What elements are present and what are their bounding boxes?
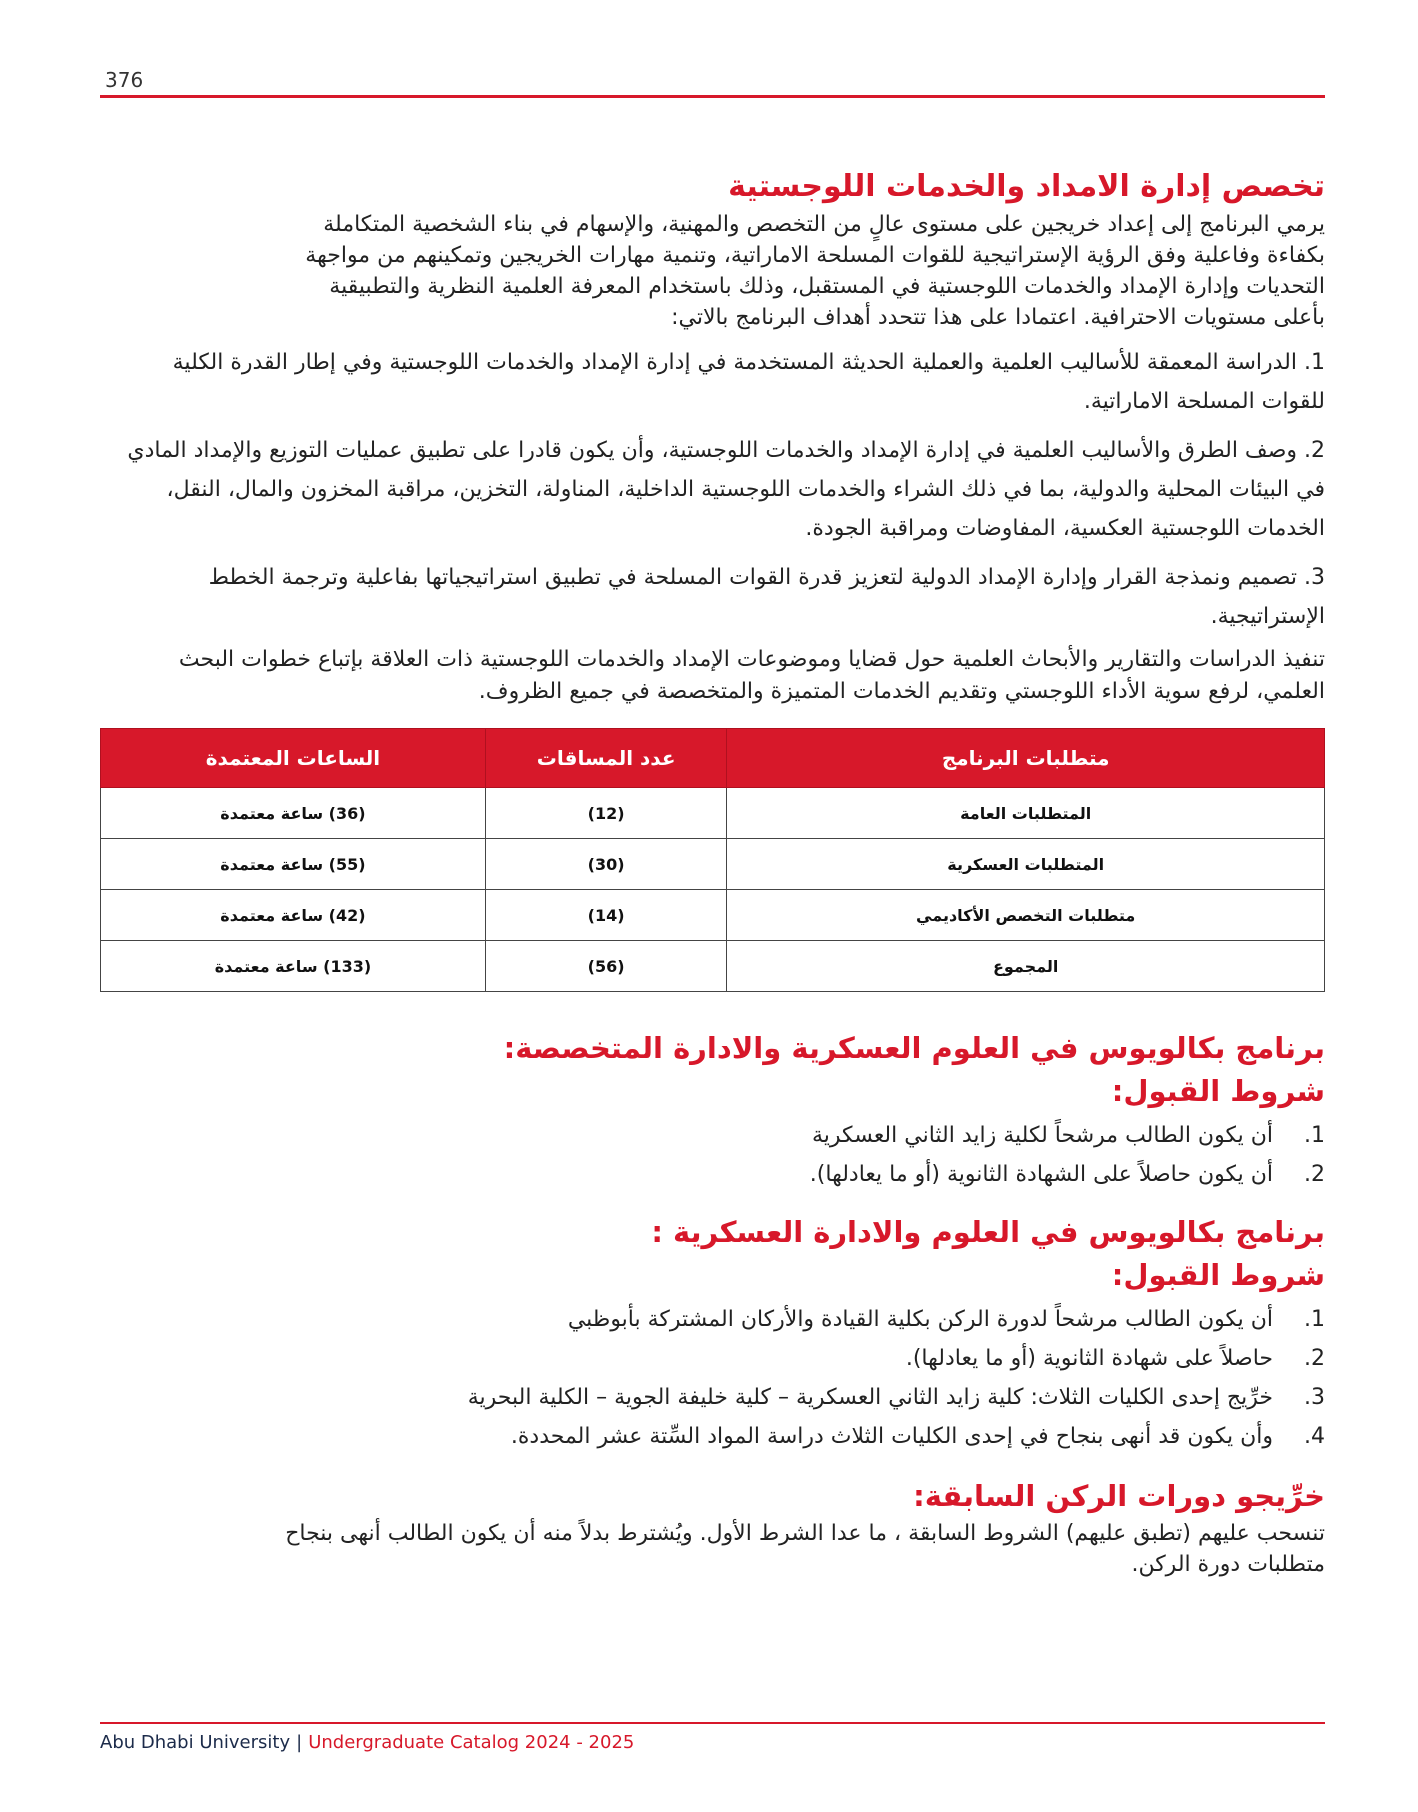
page-content [120,165,1325,1580]
list-item [120,1300,1325,1339]
goal-text: تصميم ونمذجة القرار وإدارة الإمداد الدولية لتعزيز قدرة القوات المسلحة في تطبيق استراتيجياتها بفاعلية وترجمة الخطط الإستراتيجية. [208,565,1325,629]
table-row [101,941,1325,992]
admission-list [120,1300,1325,1456]
cell-requirement: المجموع [727,941,1325,992]
admission-list [120,1116,1325,1194]
goal-number: 3. [1304,565,1325,590]
table-header-row [101,729,1325,788]
program-requirements-table [100,728,1325,992]
item-text: حاصلاً على شهادة الثانوية (أو ما يعادلها). [905,1346,1273,1371]
section-title-military: برنامج بكالويوس في العلوم والادارة العسكرية : [651,1215,1325,1249]
table-row [101,788,1325,839]
goal-item [120,431,1325,548]
goal-text: الدراسة المعمقة للأساليب العلمية والعملية الحديثة المستخدمة في إدارة الإمداد والخدمات اللوجستية وفي إطار القدرة الكلية للقوات المسلحة الاماراتية. [172,350,1325,414]
footer-university: Abu Dhabi University [100,1732,291,1753]
intro-line: التحديات وإدارة الإمداد والخدمات اللوجستية في المستقبل، وذلك باستخدام المعرفة العلمية النظرية والتطبيقية [329,274,1325,299]
cell-requirement: المتطلبات العسكرية [727,839,1325,890]
item-text: أن يكون الطالب مرشحاً لكلية زايد الثاني العسكرية [811,1123,1273,1148]
intro-line: بكفاءة وفاعلية وفق الرؤية الإستراتيجية للقوات المسلحة الاماراتية، وتنمية مهارات الخريجين وتمكينهم من مواجهة [305,243,1325,268]
cell-hours: (42) ساعة معتمدة [101,890,486,941]
cell-hours: (133) ساعة معتمدة [101,941,486,992]
cell-courses: (56) [485,941,727,992]
section-title-specialized: برنامج بكالويوس في العلوم العسكرية والادارة المتخصصة: [503,1031,1325,1065]
item-number: 1. [1304,1123,1325,1148]
item-text: أن يكون الطالب مرشحاً لدورة الركن بكلية القيادة والأركان المشتركة بأبوظبي [567,1307,1273,1332]
list-item [120,1378,1325,1417]
cell-courses: (30) [485,839,727,890]
item-number: 3. [1304,1385,1325,1410]
research-paragraph: تنفيذ الدراسات والتقارير والأبحاث العلمية حول قضايا وموضوعات الإمداد والخدمات اللوجستية ذات العلاقة بإتباع خطوات البحث العلمي، لرفع سوية الأداء اللوجستي وتقديم الخدمات المتميزة والمتخصصة في جميع الظروف. [178,647,1325,704]
goal-item [120,558,1325,636]
closing-line: تنسحب عليهم (تطبق عليهم) الشروط السابقة ، ما عدا الشرط الأول. ويُشترط بدلاً منه أن يكون الطالب أنهى بنجاح [285,1521,1325,1546]
section-title-previous-graduates: خرِّيجو دورات الركن السابقة: [913,1479,1325,1513]
cell-requirement: المتطلبات العامة [727,788,1325,839]
footer-separator: | [296,1732,303,1753]
cell-courses: (14) [485,890,727,941]
intro-line: بأعلى مستويات الاحترافية. اعتمادا على هذا تتحدد أهداف البرنامج بالاتي: [671,305,1325,330]
footer-catalog: Undergraduate Catalog 2024 - 2025 [308,1732,635,1753]
item-text: أن يكون حاصلاً على الشهادة الثانوية (أو ما يعادلها). [809,1162,1273,1187]
intro-paragraph [120,209,1325,333]
goal-item [120,343,1325,421]
cell-requirement: متطلبات التخصص الأكاديمي [727,890,1325,941]
header-requirements: متطلبات البرنامج [727,729,1325,788]
table-row [101,839,1325,890]
page-title: تخصص إدارة الامداد والخدمات اللوجستية [728,169,1325,204]
item-number: 2. [1304,1346,1325,1371]
top-divider [100,95,1325,98]
footer-divider [100,1722,1325,1724]
goal-text: وصف الطرق والأساليب العلمية في إدارة الإمداد والخدمات اللوجستية، وأن يكون قادرا على تطبيق عمليات التوزيع والإمداد المادي في البيئات المحلية والدولية، بما في ذلك الشراء والخدمات اللوجستية الداخلية، المناولة، التخزين، مراقبة المخزون والمال، النقل، الخدمات اللوجستية العكسية، المفاوضات ومراقبة الجودة. [127,438,1325,541]
header-credit-hours: الساعات المعتمدة [101,729,486,788]
table-row [101,890,1325,941]
intro-line: يرمي البرنامج إلى إعداد خريجين على مستوى عالٍ من التخصص والمهنية، والإسهام في بناء الشخصية المتكاملة [323,212,1325,237]
item-number: 4. [1304,1424,1325,1449]
goal-number: 2. [1304,438,1325,463]
admission-conditions-heading: شروط القبول: [1111,1258,1325,1292]
list-item [120,1155,1325,1194]
item-number: 1. [1304,1307,1325,1332]
footer [100,1732,634,1753]
item-text: خرِّيج إحدى الكليات الثلاث: كلية زايد الثاني العسكرية – كلية خليفة الجوية – الكلية البحرية [467,1385,1273,1410]
list-item [120,1116,1325,1155]
cell-courses: (12) [485,788,727,839]
item-number: 2. [1304,1162,1325,1187]
list-item [120,1417,1325,1456]
header-courses: عدد المساقات [485,729,727,788]
goal-number: 1. [1304,350,1325,375]
list-item [120,1339,1325,1378]
page-number: 376 [105,68,144,92]
closing-line: متطلبات دورة الركن. [1131,1552,1325,1577]
cell-hours: (55) ساعة معتمدة [101,839,486,890]
admission-conditions-heading: شروط القبول: [1111,1074,1325,1108]
cell-hours: (36) ساعة معتمدة [101,788,486,839]
item-text: وأن يكون قد أنهى بنجاح في إحدى الكليات الثلاث دراسة المواد السِّتة عشر المحددة. [510,1424,1273,1449]
